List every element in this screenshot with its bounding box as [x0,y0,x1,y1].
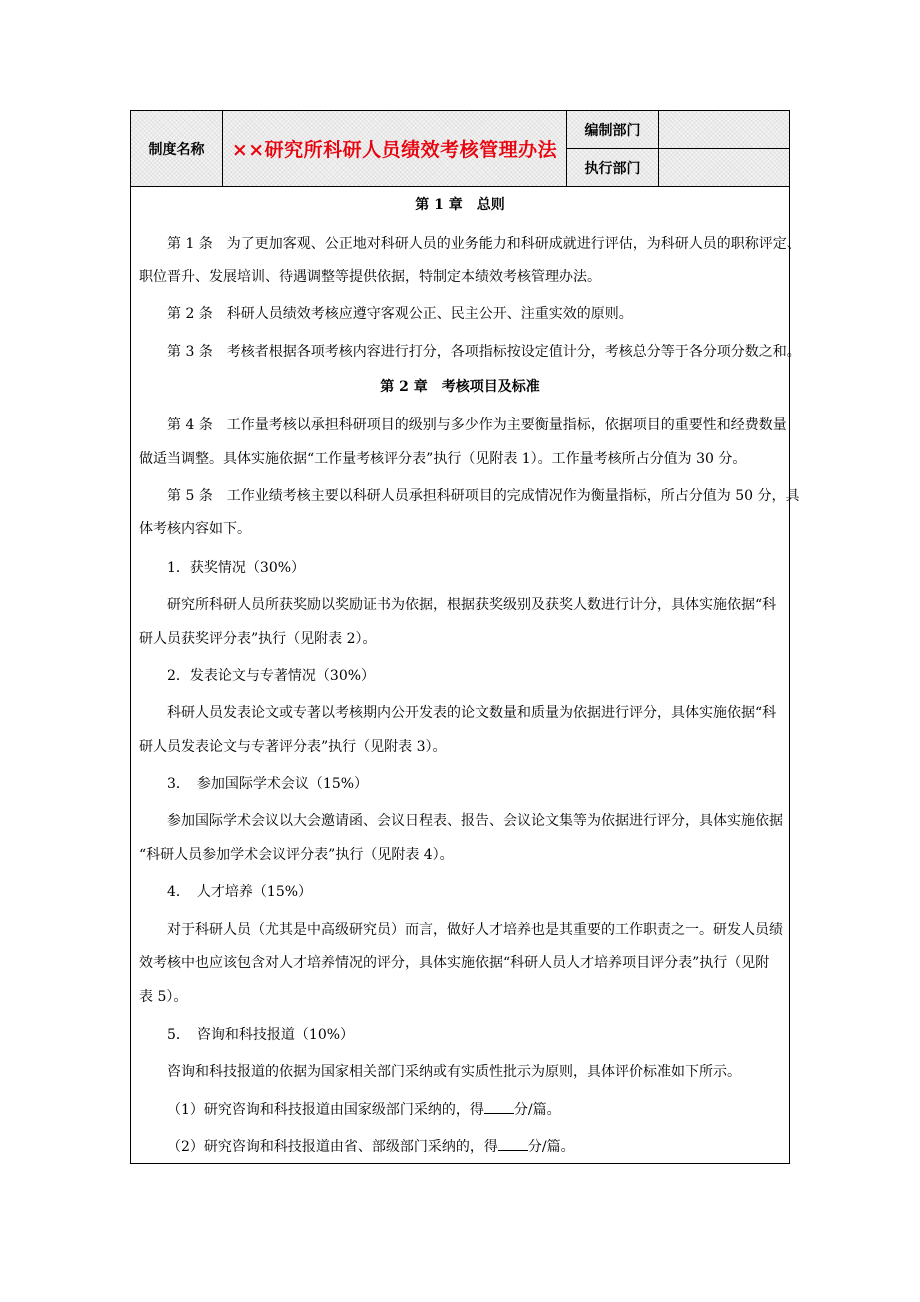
compiling-dept-label: 编制部门 [567,111,659,149]
section-2-heading: 2．发表论文与专著情况（30%） [167,668,376,684]
regulation-document [130,110,801,1164]
item-1 [131,1099,789,1120]
section-2-line-1: 科研人员发表论文或专著以考核期内公开发表的论文数量和质量为依据进行评分，具体实施依据“科 [167,705,777,721]
item-2 [131,1136,789,1157]
article-3: 第 3 条 考核者根据各项考核内容进行打分，各项指标按设定值计分，考核总分等于各分项分数之和。 [167,344,801,360]
executing-dept-value [659,149,789,186]
article-2: 第 2 条 科研人员绩效考核应遵守客观公正、民主公开、注重实效的原则。 [167,306,633,322]
regulation-title: ××研究所科研人员绩效考核管理办法 [223,111,567,186]
section-4-line-2: 效考核中也应该包含对人才培养情况的评分，具体实施依据“科研人员人才培养项目评分表”执行（见附 [139,955,770,971]
section-1-line-2: 研人员获奖评分表”执行（见附表 2）。 [139,631,377,647]
section-2-line-2: 研人员发表论文与专著评分表”执行（见附表 3）。 [139,739,447,755]
section-4-line-3: 表 5）。 [139,989,188,1005]
article-5-line-1: 第 5 条 工作业绩考核主要以科研人员承担科研项目的完成情况作为衡量指标，所占分值为 50 分，具 [167,488,800,504]
executing-dept-label: 执行部门 [567,149,659,186]
item-2-text: （2）研究咨询和科技报道由省、部级部门采纳的，得 [167,1139,498,1155]
section-3-line-2: “科研人员参加学术会议评分表”执行（见附表 4）。 [139,847,454,863]
item-2-unit: 分/篇。 [527,1139,575,1155]
score-blank [498,1136,528,1151]
article-5-line-2: 体考核内容如下。 [139,521,251,537]
chapter-2-heading: 第 2 章 考核项目及标准 [380,379,540,395]
compiling-dept-value [659,111,789,149]
section-5-heading: 5． 咨询和科技报道（10%） [167,1027,355,1043]
article-1-line-1: 第 1 条 为了更加客观、公正地对科研人员的业务能力和科研成就进行评估，为科研人员的职称评定、 [167,236,801,252]
section-5-line-1: 咨询和科技报道的依据为国家相关部门采纳或有实质性批示为原则，具体评价标准如下所示。 [167,1064,741,1080]
section-3-line-1: 参加国际学术会议以大会邀请函、会议日程表、报告、会议论文集等为依据进行评分，具体实施依据 [167,813,783,829]
article-4-line-2: 做适当调整。具体实施依据“工作量考核评分表”执行（见附表 1）。工作量考核所占分值为 30 分。 [139,451,747,467]
section-4-heading: 4． 人才培养（15%） [167,884,313,900]
article-1-line-2: 职位晋升、发展培训、待遇调整等提供依据，特制定本绩效考核管理办法。 [139,269,601,285]
item-1-unit: 分/篇。 [513,1102,561,1118]
document-header [131,111,789,187]
score-blank [484,1099,514,1114]
section-4-line-1: 对于科研人员（尤其是中高级研究员）而言，做好人才培养也是其重要的工作职责之一。研发人员绩 [167,922,783,938]
chapter-1-heading: 第 1 章 总则 [415,197,505,213]
regulation-name-label: 制度名称 [131,111,223,186]
item-1-text: （1）研究咨询和科技报道由国家级部门采纳的，得 [167,1102,484,1118]
article-4-line-1: 第 4 条 工作量考核以承担科研项目的级别与多少作为主要衡量指标，依据项目的重要性和经费数量 [167,417,787,433]
section-1-heading: 1．获奖情况（30%） [167,560,306,576]
section-3-heading: 3． 参加国际学术会议（15%） [167,776,369,792]
section-1-line-1: 研究所科研人员所获奖励以奖励证书为依据，根据获奖级别及获奖人数进行计分，具体实施依据“科 [167,597,777,613]
